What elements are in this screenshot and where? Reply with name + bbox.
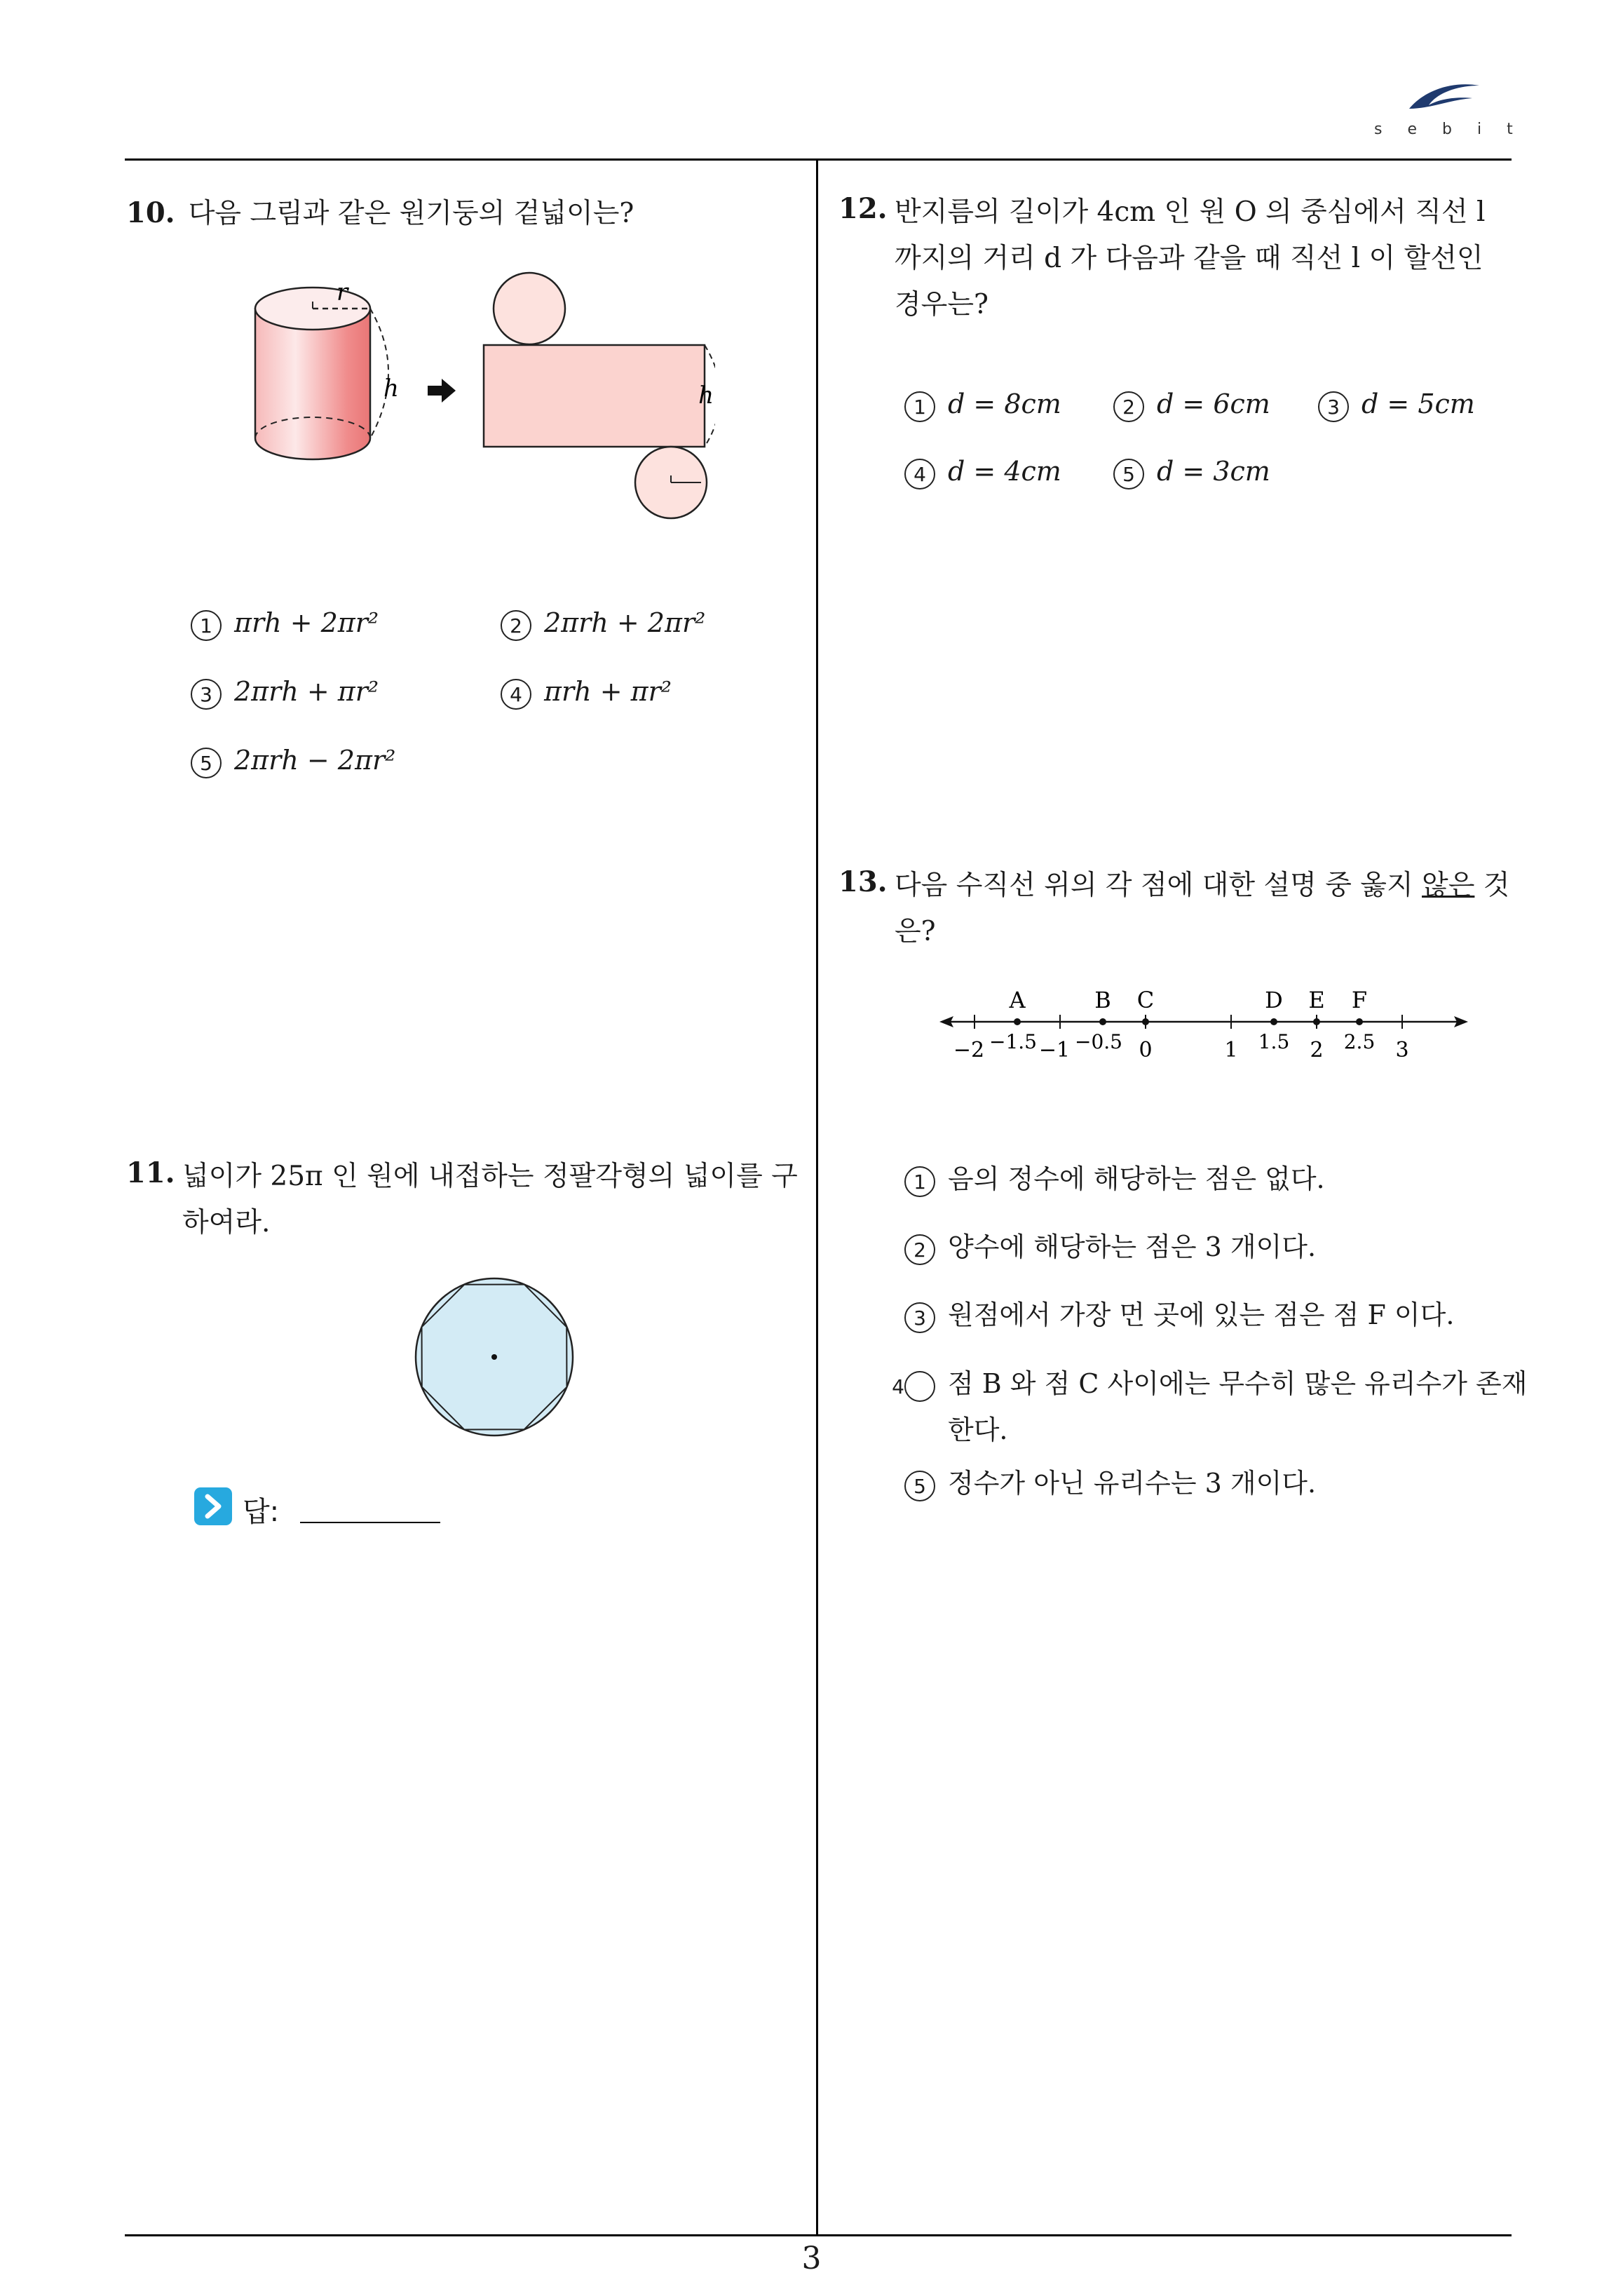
option-text: d = 8cm [948, 389, 1061, 419]
point-value-label: −0.5 [1075, 1030, 1122, 1053]
option-text: πrh + πr² [544, 676, 672, 707]
option-text: 점 B 와 점 C 사이에는 무수히 많은 유리수가 존재한다. [948, 1368, 1528, 1445]
page-number: 3 [801, 2241, 822, 2276]
answer-area [193, 1485, 474, 1527]
net-top-circle [494, 273, 565, 344]
point-marker [1270, 1018, 1277, 1025]
option-text: 음의 정수에 해당하는 점은 없다. [948, 1163, 1325, 1194]
question-text-part: 다음 수직선 위의 각 점에 대한 설명 중 옳지 [895, 870, 1422, 901]
option-mark: 3 [191, 679, 222, 710]
q10-option-5[interactable] [191, 745, 395, 778]
tick-label: 3 [1395, 1038, 1409, 1062]
point-marker [1313, 1018, 1320, 1025]
tick-label: −2 [953, 1038, 985, 1062]
tick-label: −1 [1038, 1038, 1071, 1062]
question-text: 반지름의 길이가 4cm 인 원 O 의 중심에서 직선 l 까지의 거리 d 가 다음과 같을 때 직선 l 이 할선인 경우는? [895, 196, 1486, 320]
q10-option-4[interactable] [501, 676, 672, 710]
center-point [491, 1354, 497, 1360]
q10-option-1[interactable] [191, 607, 379, 641]
tick-label: 2 [1310, 1038, 1324, 1062]
question-text: 넓이가 25π 인 원에 내접하는 정팔각형의 넓이를 구하여라. [182, 1161, 798, 1238]
cylinder-body [255, 309, 370, 459]
point-name: A [1009, 987, 1026, 1013]
q12-option-5[interactable] [1113, 456, 1270, 489]
option-text: 양수에 해당하는 점은 3 개이다. [948, 1231, 1317, 1262]
option-mark: 2 [1113, 391, 1144, 422]
question-11 [126, 1154, 813, 1246]
option-mark: 2 [501, 610, 531, 641]
height-label-left: h [383, 374, 399, 403]
question-text-part: 것은? [895, 870, 1510, 947]
point-name: E [1308, 987, 1325, 1013]
question-13 [838, 863, 1519, 955]
option-mark: 1 [904, 1166, 935, 1197]
sebit-swoosh-icon [1402, 77, 1486, 119]
option-text: 정수가 아닌 유리수는 3 개이다. [948, 1468, 1317, 1499]
tick-label: 0 [1139, 1038, 1153, 1062]
point-name: F [1351, 987, 1368, 1013]
option-text: d = 6cm [1157, 389, 1270, 419]
option-text: d = 4cm [948, 456, 1061, 487]
option-mark: 3 [1318, 391, 1349, 422]
q13-option-2[interactable] [904, 1224, 1507, 1270]
height-arc-left [370, 309, 388, 438]
option-mark: 4 [904, 1371, 935, 1402]
radius-label: r [337, 278, 348, 306]
point-marker [1142, 1018, 1149, 1025]
option-text: 2πrh − 2πr² [234, 745, 396, 776]
cylinder-net-figure [238, 266, 715, 533]
point-name: B [1094, 987, 1111, 1013]
q13-option-3[interactable] [904, 1292, 1507, 1338]
height-label-right: h [698, 381, 714, 410]
question-number: 13. [838, 865, 888, 898]
octagon-in-circle-figure [410, 1273, 578, 1441]
question-text [895, 863, 1512, 955]
answer-label: 답: [243, 1496, 280, 1528]
option-mark: 2 [904, 1234, 935, 1265]
q12-option-3[interactable] [1318, 389, 1475, 422]
point-value-label: −1.5 [989, 1030, 1037, 1053]
q13-option-1[interactable] [904, 1156, 1507, 1202]
arrow-icon [428, 379, 456, 403]
question-underlined-word: 않은 [1422, 870, 1475, 901]
point-name: D [1265, 987, 1283, 1013]
question-number: 10. [126, 196, 175, 229]
sebit-logo [1374, 77, 1538, 140]
footer-rule [125, 2234, 1512, 2236]
option-mark: 5 [1113, 459, 1144, 489]
option-mark: 4 [501, 679, 531, 710]
option-mark: 3 [904, 1302, 935, 1333]
question-10 [126, 191, 799, 237]
point-marker [1014, 1018, 1021, 1025]
tick-label: 1 [1224, 1038, 1238, 1062]
chevron-right-icon [193, 1487, 233, 1526]
option-text: d = 3cm [1157, 456, 1270, 487]
option-mark: 1 [191, 610, 222, 641]
question-text: 다음 그림과 같은 원기둥의 겉넓이는? [188, 198, 634, 229]
option-mark: 5 [191, 748, 222, 778]
point-marker [1356, 1018, 1363, 1025]
number-line-figure [932, 978, 1479, 1076]
option-text: 원점에서 가장 먼 곳에 있는 점은 점 F 이다. [948, 1299, 1455, 1330]
option-text: 2πrh + 2πr² [544, 607, 706, 638]
q12-option-2[interactable] [1113, 389, 1270, 422]
option-text: 2πrh + πr² [234, 676, 379, 707]
option-text: d = 5cm [1361, 389, 1475, 419]
column-divider [816, 158, 818, 2236]
q12-option-4[interactable] [904, 456, 1061, 489]
option-text: πrh + 2πr² [234, 607, 379, 638]
question-12 [838, 189, 1519, 328]
net-rectangle [484, 345, 705, 447]
answer-blank[interactable] [300, 1522, 440, 1523]
question-number: 11. [126, 1156, 175, 1189]
logo-text: sebit [1374, 121, 1538, 138]
q12-option-1[interactable] [904, 389, 1061, 422]
question-number: 12. [838, 192, 888, 225]
q10-option-3[interactable] [191, 676, 379, 710]
point-name: C [1136, 987, 1155, 1013]
point-value-label: 1.5 [1258, 1030, 1290, 1053]
q10-option-2[interactable] [501, 607, 705, 641]
point-value-label: 2.5 [1343, 1030, 1376, 1053]
q13-option-5[interactable] [904, 1460, 1507, 1506]
option-mark: 5 [904, 1471, 935, 1501]
point-marker [1099, 1018, 1106, 1025]
header-rule [125, 158, 1512, 161]
q13-option-4[interactable] [892, 1360, 1537, 1453]
option-mark: 1 [904, 391, 935, 422]
option-mark: 4 [904, 459, 935, 489]
